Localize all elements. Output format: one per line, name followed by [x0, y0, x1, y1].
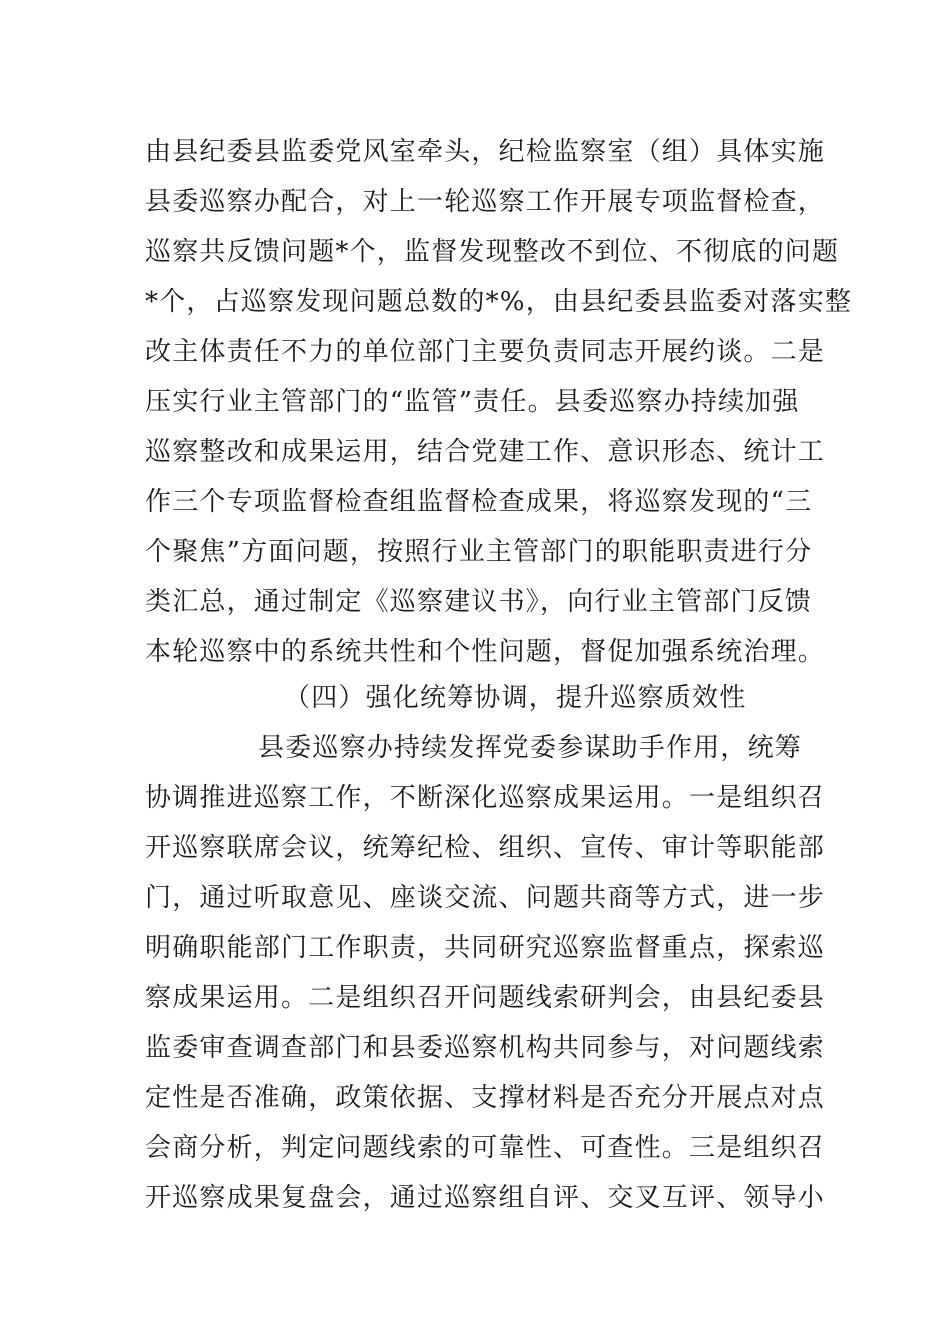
- paragraph-line: 改主体责任不力的单位部门主要负责同志开展约谈。二是: [145, 337, 826, 367]
- section-heading: （四）强化统筹协调，提升巡察质效性: [284, 683, 747, 713]
- paragraph-line: 会商分析，判定问题线索的可靠性、可查性。三是组织召: [145, 1133, 826, 1163]
- paragraph-line: 协调推进巡察工作，不断深化巡察成果运用。一是组织召: [145, 783, 826, 813]
- paragraph-line: 巡察整改和成果运用，结合党建工作、意识形态、统计工: [145, 437, 826, 467]
- paragraph-line: 察成果运用。二是组织召开问题线索研判会，由县纪委县: [145, 983, 826, 1013]
- paragraph-line: 明确职能部门工作职责，共同研究巡察监督重点，探索巡: [145, 933, 826, 963]
- paragraph-line: 巡察共反馈问题*个，监督发现整改不到位、不彻底的问题: [145, 237, 840, 267]
- paragraph-line: 由县纪委县监委党风室牵头，纪检监察室（组）具体实施: [145, 137, 826, 167]
- paragraph-line: 个聚焦”方面问题，按照行业主管部门的职能职责进行分: [145, 537, 813, 567]
- paragraph-line: 开巡察成果复盘会，通过巡察组自评、交叉互评、领导小: [145, 1183, 826, 1213]
- paragraph-line: 县委巡察办配合，对上一轮巡察工作开展专项监督检查，: [145, 187, 826, 217]
- paragraph-line: 监委审查调查部门和县委巡察机构共同参与，对问题线索: [145, 1033, 826, 1063]
- paragraph-line: 压实行业主管部门的“监管”责任。县委巡察办持续加强: [145, 387, 800, 417]
- paragraph-line: *个，占巡察发现问题总数的*%，由县纪委县监委对落实整: [145, 287, 853, 317]
- paragraph-line: 开巡察联席会议，统筹纪检、组织、宣传、审计等职能部: [145, 833, 826, 863]
- paragraph-line: 定性是否准确，政策依据、支撑材料是否充分开展点对点: [145, 1083, 826, 1113]
- paragraph-line: 作三个专项监督检查组监督检查成果，将巡察发现的“三: [145, 487, 813, 517]
- paragraph-line: 类汇总，通过制定《巡察建议书》，向行业主管部门反馈: [145, 587, 813, 617]
- paragraph-line: 门，通过听取意见、座谈交流、问题共商等方式，进一步: [145, 883, 826, 913]
- paragraph-line-indented: 县委巡察办持续发挥党委参谋助手作用，统筹: [258, 733, 803, 763]
- paragraph-line: 本轮巡察中的系统共性和个性问题，督促加强系统治理。: [145, 637, 826, 667]
